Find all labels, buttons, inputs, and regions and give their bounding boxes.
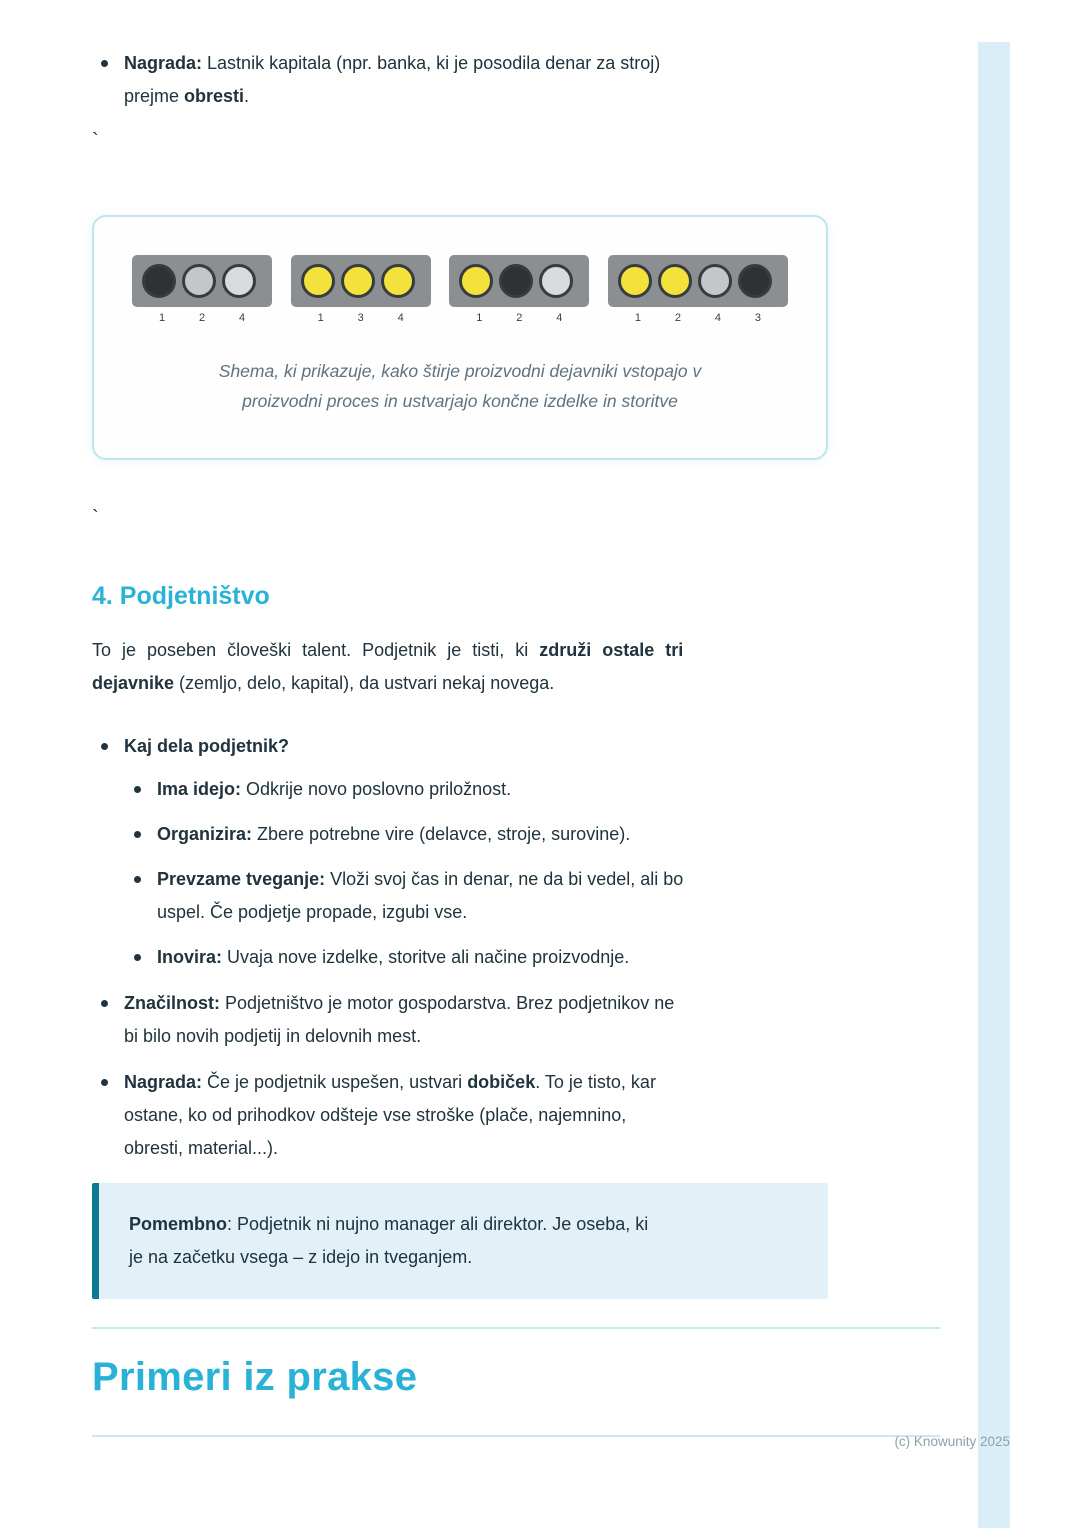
signal-circle bbox=[341, 264, 375, 298]
signal-circle bbox=[381, 264, 415, 298]
text-run: bi bilo novih podjetij in delovnih mest. bbox=[124, 1026, 422, 1046]
traffic-light-box bbox=[132, 255, 272, 307]
list-item-reward-profit bbox=[92, 1066, 830, 1165]
paragraph-line bbox=[92, 640, 683, 660]
text-run: . bbox=[244, 86, 250, 106]
signal-circle bbox=[539, 264, 573, 298]
text-run: Odkrije novo poslovno priložnost. bbox=[241, 779, 512, 799]
signal-circle bbox=[499, 264, 533, 298]
text-run: Če je podjetnik uspešen, ustvari bbox=[202, 1072, 468, 1092]
list-item-innovate bbox=[124, 941, 830, 974]
signal-label: 1 bbox=[634, 312, 642, 324]
signal-circle bbox=[738, 264, 772, 298]
bold-label: Prevzame tveganje: bbox=[157, 869, 326, 889]
content-column bbox=[92, 0, 830, 1437]
page-title: Primeri iz prakse bbox=[92, 1355, 418, 1399]
section-divider bbox=[92, 1435, 940, 1437]
list-item-question bbox=[92, 730, 830, 974]
list-item-characteristic bbox=[92, 987, 830, 1053]
text-run: : Podjetnik ni nujno manager ali direktor. Je oseba, ki bbox=[227, 1214, 649, 1234]
list-item-organize bbox=[124, 818, 830, 851]
text-run: Vloži svoj čas in denar, ne da bi vedel, ali bo bbox=[325, 869, 684, 889]
entrepreneur-list bbox=[92, 730, 830, 1165]
text-run: Podjetništvo je motor gospodarstva. Brez podjetnikov ne bbox=[220, 993, 675, 1013]
signal-label: 2 bbox=[198, 312, 206, 324]
figure-card bbox=[92, 215, 828, 460]
signal-label: 4 bbox=[397, 312, 404, 324]
list-item-risk bbox=[124, 863, 830, 929]
list-item-idea bbox=[124, 773, 830, 806]
bold-label: Nagrada: bbox=[124, 53, 203, 73]
section-paragraph bbox=[92, 634, 830, 700]
bold-label: Ima idejo: bbox=[157, 779, 242, 799]
bold-label: Kaj dela podjetnik? bbox=[124, 736, 290, 756]
signal-circle bbox=[658, 264, 692, 298]
top-bullet-list bbox=[92, 47, 830, 113]
entrepreneur-sublist bbox=[124, 773, 830, 974]
traffic-light-box bbox=[608, 255, 788, 307]
figure-caption bbox=[155, 356, 765, 416]
signal-circle bbox=[301, 264, 335, 298]
traffic-light-image bbox=[132, 255, 272, 326]
text-run: ostane, ko od prihodkov odšteje vse stroške (plače, najemnino, bbox=[124, 1105, 627, 1125]
signal-label: 3 bbox=[754, 312, 762, 324]
bold-label: Inovira: bbox=[157, 947, 223, 967]
stray-backtick: ` bbox=[92, 507, 99, 529]
text-run: je na začetku vsega – z idejo in tveganjem. bbox=[129, 1247, 473, 1267]
text-run: Uvaja nove izdelke, storitve ali načine proizvodnje. bbox=[222, 947, 630, 967]
traffic-light-image bbox=[608, 255, 788, 326]
bold-text: dobiček bbox=[467, 1072, 536, 1092]
signal-circle bbox=[618, 264, 652, 298]
side-strip bbox=[978, 42, 1010, 1528]
text-run: Zbere potrebne vire (delavce, stroje, surovine). bbox=[252, 824, 631, 844]
signal-label: 4 bbox=[238, 312, 246, 324]
signal-label: 1 bbox=[158, 312, 166, 324]
bold-label: Organizira: bbox=[157, 824, 253, 844]
signal-label: 2 bbox=[674, 312, 682, 324]
bold-text: obresti bbox=[184, 86, 245, 106]
text-run: To je poseben človeški talent. Podjetnik je tisti, ki bbox=[92, 640, 540, 660]
text-run: Lastnik kapitala (npr. banka, ki je posodila denar za stroj) bbox=[202, 53, 661, 73]
caption-line: proizvodni proces in ustvarjajo končne izdelke in storitve bbox=[242, 391, 678, 411]
traffic-lights-row bbox=[128, 255, 792, 326]
bold-text: dejavnike bbox=[92, 673, 175, 693]
signal-label: 4 bbox=[714, 312, 722, 324]
signal-label: 3 bbox=[357, 312, 364, 324]
signal-label: 2 bbox=[516, 312, 523, 324]
signal-circle bbox=[698, 264, 732, 298]
stray-backtick: ` bbox=[92, 130, 99, 152]
signal-labels bbox=[291, 310, 431, 326]
signal-circle bbox=[459, 264, 493, 298]
list-item-reward-capital bbox=[92, 47, 830, 113]
traffic-light-image bbox=[449, 255, 589, 326]
signal-circle bbox=[222, 264, 256, 298]
copyright-text: (c) Knowunity 2025 bbox=[894, 1434, 1010, 1449]
signal-labels bbox=[132, 310, 272, 326]
caption-line: Shema, ki prikazuje, kako štirje proizvodni dejavniki vstopajo v bbox=[218, 361, 702, 381]
bold-label: Značilnost: bbox=[124, 993, 221, 1013]
traffic-light-box bbox=[291, 255, 431, 307]
section-heading: 4. Podjetništvo bbox=[92, 582, 270, 610]
important-callout bbox=[92, 1183, 828, 1299]
signal-label: 1 bbox=[317, 312, 324, 324]
bold-label: Nagrada: bbox=[124, 1072, 203, 1092]
signal-labels bbox=[608, 310, 788, 326]
text-run: uspel. Če podjetje propade, izgubi vse. bbox=[157, 902, 468, 922]
signal-circle bbox=[142, 264, 176, 298]
bold-text: združi ostale tri bbox=[539, 640, 684, 660]
text-run: . To je tisto, kar bbox=[535, 1072, 656, 1092]
section-divider bbox=[92, 1327, 940, 1329]
text-run: (zemljo, delo, kapital), da ustvari nekaj novega. bbox=[174, 673, 555, 693]
signal-label: 4 bbox=[556, 312, 563, 324]
signal-circle bbox=[182, 264, 216, 298]
signal-labels bbox=[449, 310, 589, 326]
signal-label: 1 bbox=[476, 312, 483, 324]
text-run: prejme bbox=[124, 86, 185, 106]
traffic-light-box bbox=[449, 255, 589, 307]
bold-label: Pomembno bbox=[129, 1214, 228, 1234]
text-run: obresti, material...). bbox=[124, 1138, 279, 1158]
traffic-light-image bbox=[291, 255, 431, 326]
